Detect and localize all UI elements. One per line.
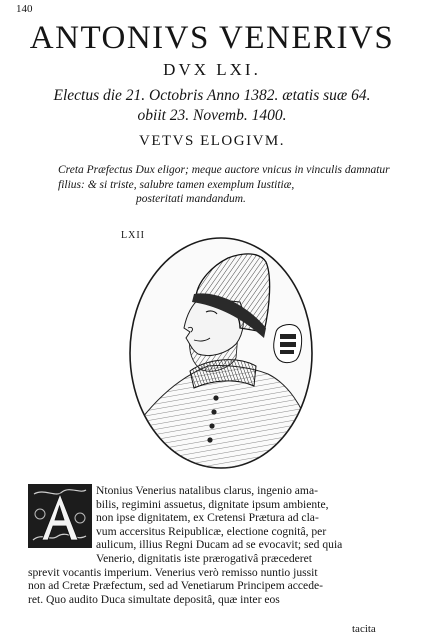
doge-number: DVX LXI. <box>163 60 261 79</box>
body-line: vum accersitus Reipublicæ, electione cognitâ, per <box>96 524 327 538</box>
body-line: sprevit vocantis imperium. Venerius verò remisso nuntio jussit <box>28 565 318 579</box>
portrait-label: LXII <box>121 230 145 241</box>
body-line: aulicum, illius Regni Ducam ad se evocavit; sed quia <box>96 538 343 552</box>
death-date-line: obiit 23. Novemb. 1400. <box>137 107 287 124</box>
coat-of-arms-icon <box>274 325 302 363</box>
body-text <box>28 484 402 606</box>
body-line: non ad Cretæ Præfectum, sed ad Venetiarum Principem accede- <box>28 579 324 593</box>
body-line: bilis, regimini assuetus, dignitate ipsum ambiente, <box>96 497 329 511</box>
body-line: non ipse dignitatem, ex Cretensi Prætura ad cla- <box>96 511 319 525</box>
elogium-line: Creta Præfectus Dux eligor; meque auctore vnicus in vinculis damnatur <box>58 164 390 176</box>
body-line: Venerio, dignitatis iste prærogativâ præcederet <box>96 551 313 565</box>
page-number: 140 <box>16 3 33 15</box>
doge-portrait-engraving <box>128 236 314 471</box>
election-date-line: Electus die 21. Octobris Anno 1382. ætatis suæ 64. <box>53 87 371 104</box>
elogium-text <box>58 163 404 207</box>
body-line: Ntonius Venerius natalibus clarus, ingenio ama- <box>96 484 318 497</box>
elogium-line: filius: & si triste, salubre tamen exemplum Iustitiæ, <box>58 178 295 191</box>
elogium-line: posteritati mandandum. <box>136 193 246 205</box>
body-line: ret. Quo audito Duca simultate depositâ, quæ inter eos <box>28 592 280 606</box>
elogium-heading: VETVS ELOGIVM. <box>139 133 285 149</box>
page-title: ANTONIVS VENERIVS <box>29 20 395 56</box>
catchword: tacita <box>352 623 376 635</box>
